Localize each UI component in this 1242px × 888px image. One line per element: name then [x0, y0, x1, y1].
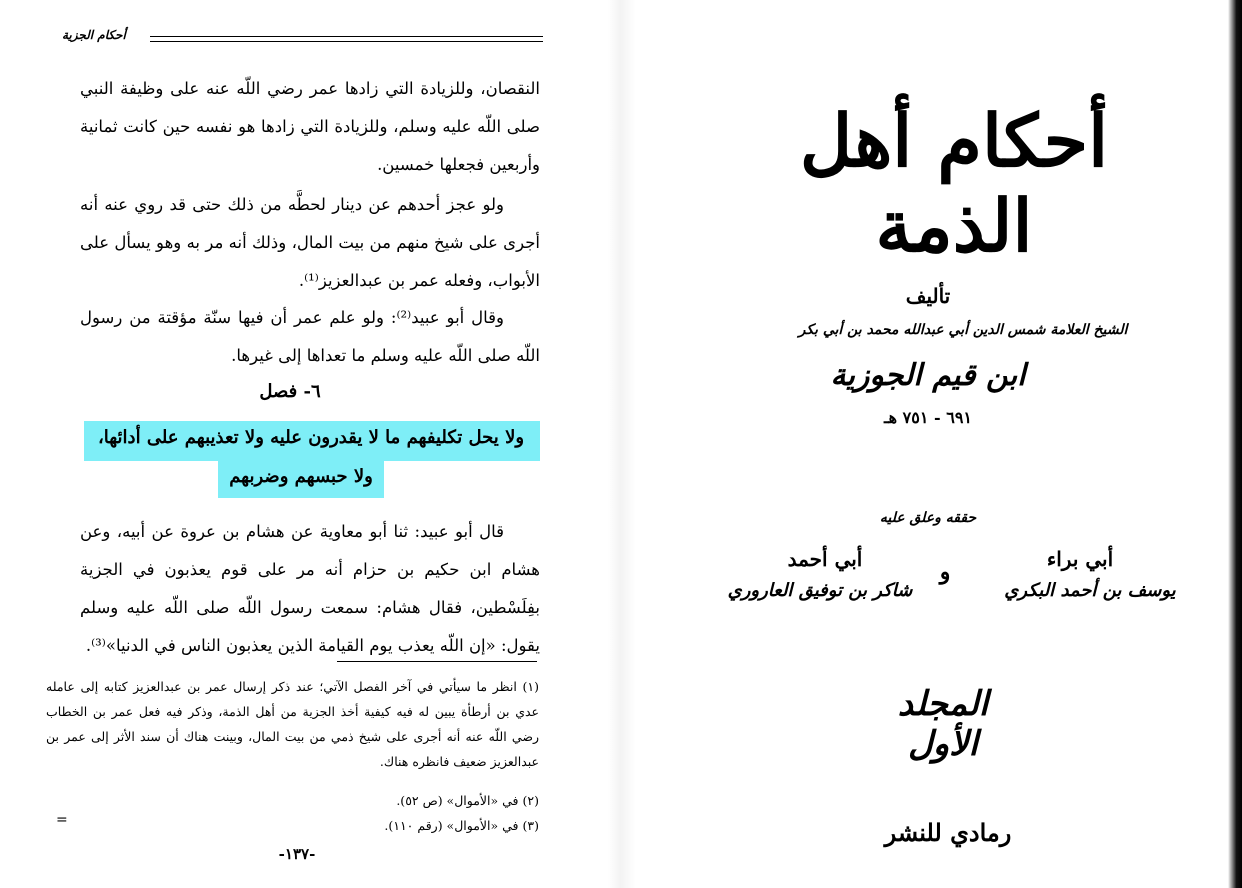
footnote: (٣) في «الأموال» (رقم ١١٠).: [384, 818, 539, 833]
section-title: ٦- فصل: [259, 381, 321, 402]
footnote-divider: [337, 661, 537, 662]
conjunction: و: [939, 559, 951, 585]
publisher-name: رمادي للنشر: [884, 818, 1012, 847]
footnote: (٢) في «الأموال» (ص ٥٢).: [396, 793, 539, 808]
editor-name: شاكر بن توفيق العاروري: [727, 580, 913, 601]
footnote: (١) انظر ما سيأتي في آخر الفصل الآتي؛ عند ذكر إرسال عمر بن عبدالعزيز كتابه إلى عامله عدي بن أرطأة يبين له فيه كيفية أخذ الجزية من أهل الذمة، وذكر فيه فعل عمر بن الخطاب رضي اللّه عنه أنه أجرى على شيخ ذمي من بيت المال، وبينت هناك أن سند الأثر إلى عمر بن عبدالعزيز ضعيف فانظره هناك.: [46, 679, 539, 769]
header-rule: [150, 36, 543, 37]
header-rule: [150, 41, 543, 42]
edited-label: حققه وعلق عليه: [879, 510, 977, 526]
highlighted-heading[interactable]: ولا حبسهم وضربهم: [229, 466, 373, 487]
author-name: ابن قيم الجوزية: [830, 358, 1026, 393]
paragraph: ولو عجز أحدهم عن دينار لحطَّه من ذلك حتى قد روي عنه أنه أجرى على شيخ منهم من بيت المال، وذلك أنه مر به وهو يسأل على الأبواب، وفعله عمر بن عبدالعزيز⁽¹⁾.: [80, 195, 540, 290]
editor-kunya: أبي أحمد: [787, 547, 863, 571]
page-number: -١٣٧-: [278, 845, 316, 863]
volume-label: المجلد الأول: [897, 684, 989, 764]
authoring-label: تأليف: [905, 284, 951, 308]
book-spine: [608, 0, 636, 888]
margin-mark: =: [56, 812, 68, 828]
editor-kunya: أبي براء: [1046, 547, 1114, 571]
paragraph: النقصان، وللزيادة التي زادها عمر رضي اللّه عنه على وظيفة النبي صلى اللّه عليه وسلم، وللزيادة التي زادها هو نفسه حين كانت ثمانية وأربعين فجعلها خمسين.: [80, 79, 540, 174]
author-full-name: الشيخ العلامة شمس الدين أبي عبدالله محمد بن أبي بكر: [798, 322, 1128, 338]
highlighted-heading[interactable]: ولا يحل تكليفهم ما لا يقدرون عليه ولا تعذيبهم على أدائها،: [97, 427, 525, 448]
paragraph: قال أبو عبيد: ثنا أبو معاوية عن هشام بن عروة عن أبيه، وعن هشام ابن حكيم بن حزام أنه مر على قوم يعذبون في الجزية بفِلَسْطين، فقال هشام: سمعت رسول اللّه صلى اللّه عليه وسلم يقول: «إن اللّه يعذب يوم القيامة الذين يعذبون الناس في الدنيا»⁽³⁾.: [80, 522, 540, 655]
book-title: أحكام أهل الذمة: [799, 98, 1109, 268]
page-edge: [1228, 0, 1242, 888]
author-years: ٦٩١ - ٧٥١ هـ: [883, 408, 973, 427]
paragraph: وقال أبو عبيد⁽²⁾: ولو علم عمر أن فيها سنّة مؤقتة من رسول اللّه صلى اللّه عليه وسلم ما تعداها إلى غيرها.: [80, 308, 540, 365]
running-title: أحكام الجزية: [62, 28, 126, 42]
editor-name: يوسف بن أحمد البكري: [1004, 580, 1176, 601]
